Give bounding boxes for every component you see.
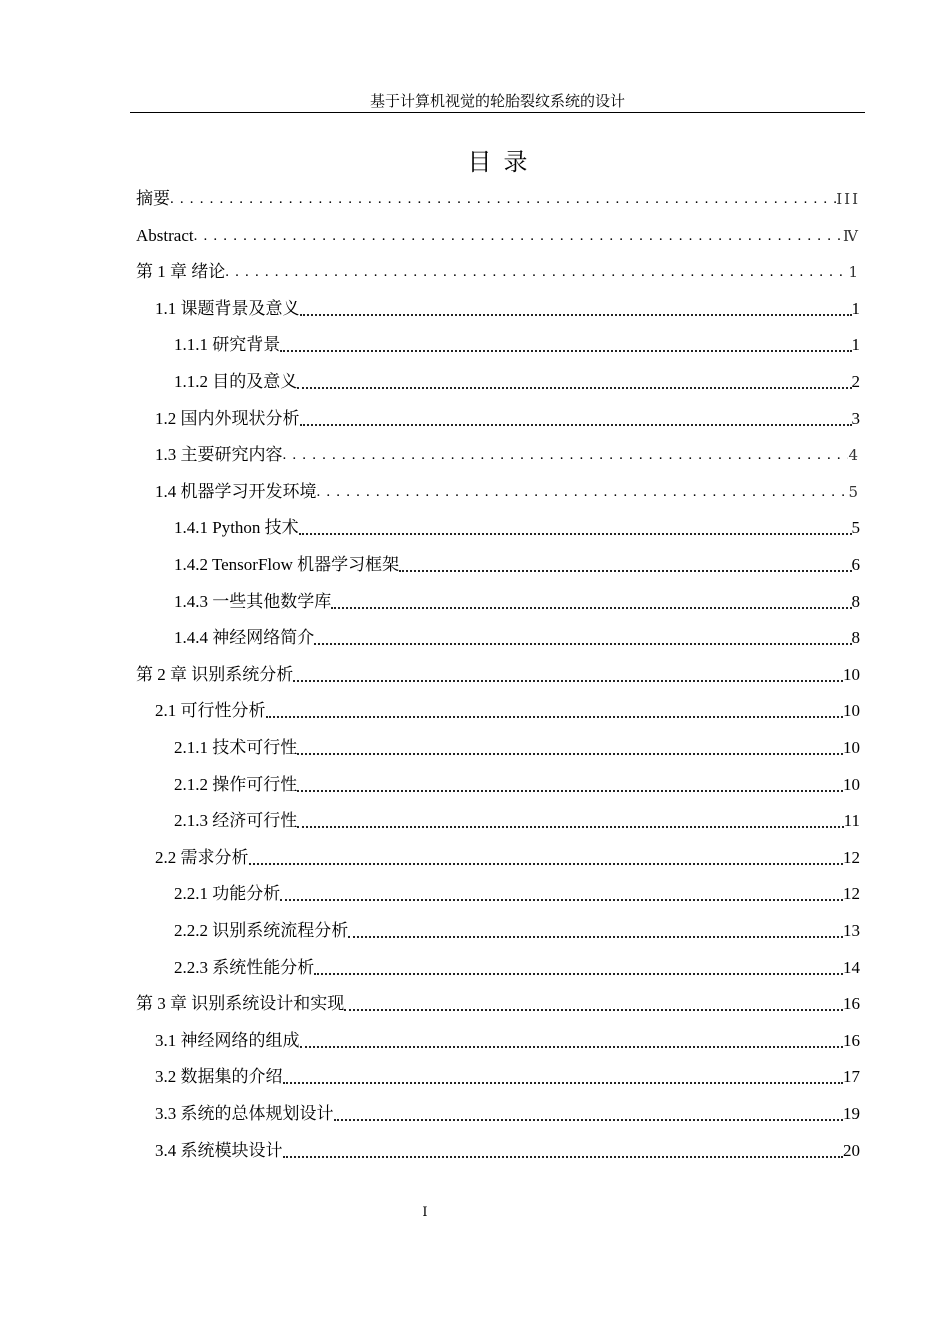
toc-entry-page: 5	[851, 518, 860, 538]
toc-entry-label: 2.1.3 经济可行性	[174, 811, 298, 831]
toc-entry[interactable]	[174, 950, 860, 986]
toc-entry-page: 1	[851, 298, 860, 318]
toc-entry-label: 2.2.3 系统性能分析	[174, 957, 315, 977]
toc-entry-page: 1	[851, 335, 860, 355]
toc-dot-leader	[280, 876, 843, 912]
toc-entry-page: 3	[851, 408, 860, 428]
toc-entry-label: 3.3 系统的总体规划设计	[155, 1104, 334, 1123]
toc-entry-page: 10	[843, 701, 860, 721]
toc-dot-leader	[283, 437, 849, 473]
toc-entry[interactable]	[155, 1096, 860, 1132]
toc-entry-label: 1.1.1 研究背景	[174, 335, 281, 355]
toc-entry-label: 2.2.1 功能分析	[174, 884, 281, 904]
toc-entry-page: 19	[843, 1104, 860, 1123]
toc-entry-page: 14	[843, 957, 860, 977]
toc-entry-page: 4	[848, 446, 860, 465]
toc-entry-page: 10	[843, 664, 860, 684]
toc-dot-leader	[266, 693, 844, 729]
toc-entry-label: 1.4 机器学习开发环境	[155, 481, 317, 501]
toc-entry[interactable]	[174, 584, 860, 620]
toc-entry-page: 13	[843, 921, 860, 940]
toc-entry[interactable]	[174, 803, 860, 839]
toc-entry-label: 2.1.2 操作可行性	[174, 774, 298, 794]
page-number: I	[422, 1205, 428, 1220]
toc-entry-page: 1	[848, 263, 860, 282]
toc-dot-leader	[300, 401, 852, 437]
toc-entry-page: 20	[843, 1140, 860, 1160]
toc-title: 目录	[467, 148, 540, 176]
toc-entry-label: 1.1 课题背景及意义	[155, 298, 300, 318]
toc-entry[interactable]	[155, 840, 860, 876]
toc-entry[interactable]	[155, 693, 860, 729]
toc-entry[interactable]	[155, 437, 860, 473]
toc-entry[interactable]	[136, 181, 860, 217]
toc-dot-leader	[300, 1023, 844, 1059]
toc-entry-label: 第 1 章 绪论	[136, 262, 226, 282]
toc-entry-label: 2.1.1 技术可行性	[174, 738, 298, 757]
toc-entry[interactable]	[155, 1133, 860, 1169]
toc-dot-leader	[280, 327, 851, 363]
toc-entry-label: 3.4 系统模块设计	[155, 1140, 283, 1160]
toc-entry-page: 17	[843, 1067, 860, 1087]
toc-dot-leader	[344, 986, 843, 1022]
toc-entry-page: III	[836, 190, 860, 208]
toc-dot-leader	[225, 254, 848, 290]
toc-entry[interactable]	[136, 657, 860, 693]
toc-entry[interactable]	[136, 986, 860, 1022]
toc-dot-leader	[283, 1059, 844, 1095]
toc-entry-page: 5	[848, 482, 860, 501]
toc-entry-label: 2.2.2 识别系统流程分析	[174, 921, 349, 940]
toc-dot-leader	[348, 913, 843, 949]
toc-dot-leader	[297, 803, 843, 839]
toc-entry-page: 12	[843, 884, 860, 904]
toc-entry-page: 6	[851, 555, 860, 574]
toc-entry-page: 2	[851, 372, 860, 391]
toc-entry-label: 3.1 神经网络的组成	[155, 1030, 300, 1050]
toc-entry[interactable]	[174, 547, 860, 583]
toc-entry[interactable]	[155, 1059, 860, 1095]
toc-entry-label: 第 2 章 识别系统分析	[136, 664, 294, 684]
toc-entry[interactable]	[174, 327, 860, 363]
running-header: 基于计算机视觉的轮胎裂纹系统的设计	[369, 94, 625, 110]
toc-dot-leader	[249, 840, 844, 876]
toc-entry-page: 11	[843, 811, 860, 831]
toc-entry[interactable]	[174, 510, 860, 546]
toc-entry[interactable]	[174, 730, 860, 766]
toc-entry-page: 10	[843, 774, 860, 794]
toc-dot-leader	[297, 767, 843, 803]
toc-dot-leader	[297, 730, 843, 766]
toc-entry-page: 8	[851, 628, 860, 648]
toc-entry[interactable]	[174, 767, 860, 803]
toc-dot-leader	[317, 474, 849, 510]
toc-entry[interactable]	[136, 218, 860, 254]
toc-entry[interactable]	[136, 254, 860, 290]
toc-entry-label: 3.2 数据集的介绍	[155, 1067, 283, 1087]
toc-entry-page: 16	[843, 994, 860, 1014]
toc-entry-label: 1.4.3 一些其他数学库	[174, 591, 332, 611]
toc-dot-leader	[170, 181, 836, 217]
toc-dot-leader	[399, 547, 851, 583]
toc-dot-leader	[293, 657, 843, 693]
toc-dot-leader	[299, 510, 852, 546]
toc-dot-leader	[283, 1133, 844, 1169]
toc-dot-leader	[194, 218, 843, 254]
toc-dot-leader	[314, 950, 843, 986]
toc-entry-page: 10	[843, 738, 860, 757]
toc-dot-leader	[334, 1096, 844, 1132]
toc-entry[interactable]	[174, 364, 860, 400]
toc-entry-label: Abstract	[136, 225, 194, 245]
toc-dot-leader	[331, 584, 851, 620]
toc-entry-label: 第 3 章 识别系统设计和实现	[136, 994, 345, 1014]
toc-dot-leader	[300, 291, 852, 327]
toc-dot-leader	[297, 364, 851, 400]
toc-entry-label: 1.4.4 神经网络简介	[174, 628, 315, 648]
toc-entry-label: 1.1.2 目的及意义	[174, 372, 298, 391]
toc-entry[interactable]	[155, 291, 860, 327]
toc-entry-label: 摘要	[136, 189, 170, 208]
toc-entry-page: 12	[843, 847, 860, 867]
toc-entry[interactable]	[174, 876, 860, 912]
toc-entry-label: 1.4.1 Python 技术	[174, 518, 299, 538]
toc-entry[interactable]	[155, 1023, 860, 1059]
toc-entry-label: 1.3 主要研究内容	[155, 445, 283, 465]
header-rule	[130, 112, 865, 113]
toc-entry-page: Ⅳ	[843, 226, 860, 245]
toc-entry-label: 2.1 可行性分析	[155, 701, 266, 721]
toc-entry[interactable]	[174, 620, 860, 656]
toc-entry-label: 2.2 需求分析	[155, 847, 249, 867]
toc-entry[interactable]	[174, 913, 860, 949]
toc-entry-page: 16	[843, 1030, 860, 1050]
toc-entry[interactable]	[155, 474, 860, 510]
toc-entry-label: 1.2 国内外现状分析	[155, 408, 300, 428]
toc-entry-label: 1.4.2 TensorFlow 机器学习框架	[174, 555, 400, 574]
toc-dot-leader	[314, 620, 851, 656]
toc-entry-page: 8	[851, 591, 860, 611]
toc-entry[interactable]	[155, 401, 860, 437]
